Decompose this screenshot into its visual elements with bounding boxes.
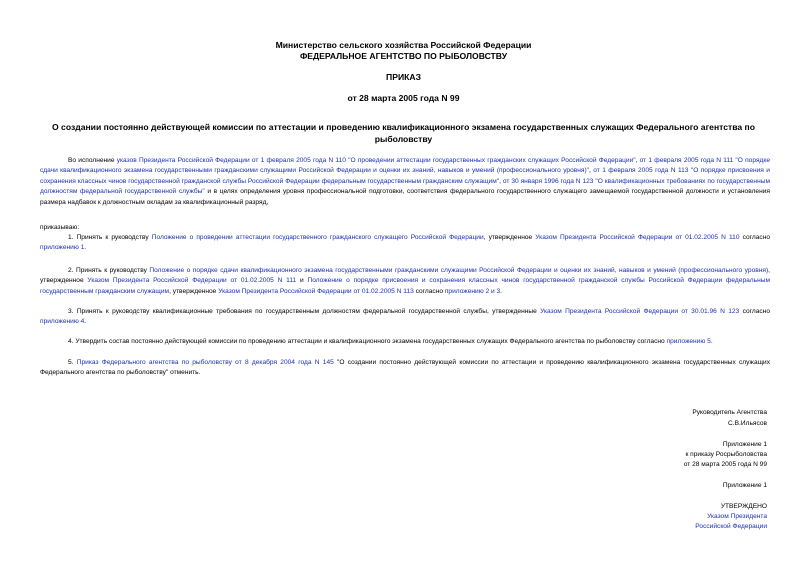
item-text: , утвержденное: [40, 267, 770, 285]
signatory-position: Руководитель Агентства: [692, 409, 767, 416]
item-text: согласно: [739, 234, 771, 241]
document-title: О создании постоянно действующей комиссии по аттестации и проведению квалификационного экзамена государственных служащих Федерального агентства по рыболовству: [51, 122, 756, 144]
order-item-5: [40, 358, 770, 379]
item-text: 5.: [68, 359, 77, 366]
preamble-text: ,: [635, 157, 640, 164]
link-appendix-1[interactable]: приложению 1: [40, 244, 85, 252]
item-text: .: [710, 338, 713, 345]
link-decree-111[interactable]: Указом Президента Российской Федерации от 01.02.2005 N 111: [87, 277, 297, 285]
item-text: и: [296, 277, 308, 285]
link-appendix-4[interactable]: приложению 4: [40, 318, 85, 326]
signatory-name: С.В.Ильясов: [728, 420, 767, 427]
appendix-order-ref: к приказу Росрыболовства: [685, 451, 767, 458]
item-text: .: [500, 287, 502, 295]
link-appendix-2-3[interactable]: приложению 2 и 3: [444, 287, 501, 295]
link-decree-113[interactable]: Указом Президента Российской Федерации от 01.02.2005 N 113: [218, 287, 414, 295]
preamble-text: Во исполнение: [68, 157, 117, 164]
preamble-text: ,: [589, 167, 594, 175]
link-russian-federation[interactable]: Российской Федерации: [695, 523, 767, 530]
preamble-text: и в целях определения уровня профессиональной подготовки, соответствия федерального государственного служащего замещаемой государственной должности и установления размера надбавок к должностным окладам за квалификационный разряд,: [40, 188, 770, 206]
item-text: .: [84, 244, 87, 252]
link-decree-110[interactable]: указов Президента Российской Федерации от 1 февраля 2005 года N 110 "О проведении аттестации государственных гражданских служащих Российской Федерации": [116, 157, 636, 164]
link-order-145[interactable]: Приказ Федерального агентства по рыболовству от 8 декабря 2004 года N 145: [76, 359, 334, 366]
ministry-name: Министерство сельского хозяйства Российской Федерации: [275, 40, 532, 50]
order-item-2: [40, 266, 770, 297]
agency-name: ФЕДЕРАЛЬНОЕ АГЕНТСТВО ПО РЫБОЛОВСТВУ: [299, 51, 508, 61]
appendix-label: Приложение 1: [722, 441, 767, 448]
order-item-1: [40, 233, 770, 254]
item-text: 2. Принять к руководству: [68, 267, 150, 274]
link-decree-113[interactable]: от 1 февраля 2005 года N 113 "О порядке присвоения и сохранения классных чинов государственной гражданской службы Российской Федерации федеральным государственным гражданским служащим": [40, 167, 770, 185]
item-text: , утвержденное: [483, 234, 536, 241]
link-decree-123[interactable]: Указом Президента Российской Федерации от 30.01.96 N 123: [540, 308, 740, 315]
item-text: , утвержденное: [169, 287, 219, 295]
preamble-text: ,: [499, 177, 503, 185]
item-text: согласно: [413, 287, 445, 295]
approved-stamp: УТВЕРЖДЕНО: [720, 503, 767, 510]
item-text: 4. Утвердить состав постоянно действующей комиссии по проведению аттестации и квалификационного экзамена государственных служащих Федерального агентства по рыболовству согласно: [68, 338, 667, 345]
document-date-number: от 28 марта 2005 года N 99: [347, 93, 460, 103]
link-regulation-exam[interactable]: Положение о порядке сдачи квалификационного экзамена государственными гражданскими служащими Российской Федерации и оценки их знаний, навыков и умений (профессионального уровня): [149, 267, 769, 274]
item-text: 1. Принять к руководству: [68, 234, 152, 241]
item-text: 3. Принять к руководству квалификационные требования по государственным должностям федеральной государственной службы, утвержденные: [68, 308, 541, 315]
approved-by-decree-2: [447, 522, 767, 532]
item-text: "О создании постоянно действующей комиссии по аттестации и проведению квалификационного экзамена государственных служащих Федерального агентства по рыболовству" отменить.: [40, 359, 771, 377]
order-item-4: [40, 337, 770, 347]
link-president-decree[interactable]: Указом Президента: [707, 513, 767, 520]
document-type: ПРИКАЗ: [386, 72, 421, 82]
preamble-paragraph: [40, 156, 770, 208]
order-item-3: [40, 307, 770, 328]
link-regulation-ranks[interactable]: Положение о порядке присвоения и сохранения классных чинов государственной гражданской службы Российской Федерации федеральным государственным гражданским служащим: [40, 277, 770, 295]
link-decree-110[interactable]: Указом Президента Российской Федерации от 01.02.2005 N 110: [535, 234, 740, 241]
appendix-order-date: от 28 марта 2005 года N 99: [683, 461, 767, 468]
item-text: согласно: [739, 308, 770, 315]
link-regulation-attestation[interactable]: Положение о проведении аттестации государственного гражданского служащего Российской Федерации: [151, 234, 484, 241]
item-text: .: [84, 318, 87, 326]
order-word: приказываю:: [40, 224, 80, 231]
link-decree-123[interactable]: от 30 января 1996 года N 123 "О квалификационных требованиях по государственным должностям федеральной государственной службы": [40, 177, 770, 196]
appendix-label-2: Приложение 1: [722, 482, 767, 489]
link-appendix-5[interactable]: приложению 5: [666, 338, 711, 345]
link-decree-111[interactable]: от 1 февраля 2005 года N 111 "О порядке сдачи квалификационного экзамена государственными гражданскими служащими Российской Федерации и оценки их знаний, навыков и умений (профессионального уровня)": [40, 157, 770, 175]
approved-by-decree: [447, 512, 767, 522]
